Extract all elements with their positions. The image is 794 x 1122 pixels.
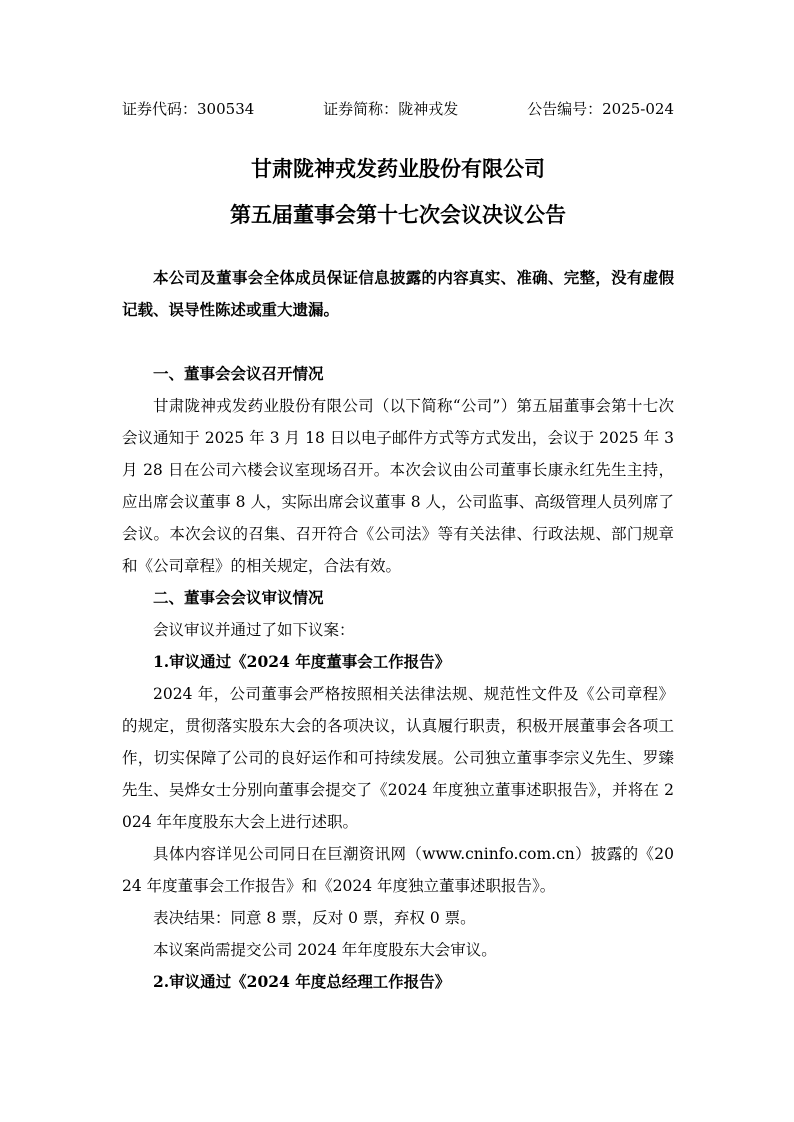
paragraph-item1-vote-result: 表决结果：同意 8 票，反对 0 票，弃权 0 票。: [153, 909, 476, 927]
paragraph-item1-submission: 本议案尚需提交公司 2024 年年度股东大会审议。: [153, 941, 497, 959]
stock-code-value: 300534: [197, 100, 255, 118]
paragraph-meeting-convening: 甘肃陇神戎发药业股份有限公司（以下简称“公司”）第五届董事会第十七次会议通知于 2025 年 3 月 18 日以电子邮件方式等方式发出，会议于 2025 年 3 月 28 日在公司六楼会议室现场召开。本次会议由公司董事长康永红先生主持，应出席会议董事 8 人，实际出席会议董事 8 人，公司监事、高级管理人员列席了会议。本次会议的召集、召开符合《公司法》等有关法律、行政法规、部门规章和《公司章程》的相关规定，合法有效。: [122, 397, 674, 575]
company-name-title: 甘肃陇神戎发药业股份有限公司: [251, 156, 545, 181]
announcement-title: 第五届董事会第十七次会议决议公告: [230, 202, 566, 227]
stock-abbr: [323, 98, 458, 120]
disclosure-statement: 本公司及董事会全体成员保证信息披露的内容真实、准确、完整，没有虚假记载、误导性陈述或重大遗漏。: [122, 268, 674, 319]
stock-code: [122, 98, 254, 120]
announcement-number-value: 2025-024: [602, 100, 674, 118]
section-heading-meeting-convening: 一、董事会会议召开情况: [153, 364, 324, 383]
paragraph-item1-disclosure: 具体内容详见公司同日在巨潮资讯网（www.cninfo.com.cn）披露的《2024 年度董事会工作报告》和《2024 年度独立董事述职报告》。: [122, 845, 674, 895]
item-heading-2: 2.审议通过《2024 年度总经理工作报告》: [153, 972, 451, 991]
paragraph-item1-content: 2024 年，公司董事会严格按照相关法律法规、规范性文件及《公司章程》的规定，贯彻落实股东大会的各项决议，认真履行职责，积极开展董事会各项工作，切实保障了公司的良好运作和可持续发展。公司独立董事李宗义先生、罗臻先生、吴烨女士分别向董事会提交了《2024 年度独立董事述职报告》，并将在 2024 年年度股东大会上进行述职。: [122, 685, 674, 831]
document-title: [122, 146, 674, 238]
announcement-number: [527, 98, 674, 120]
stock-abbr-label: 证券简称：: [323, 100, 399, 118]
stock-code-label: 证券代码：: [122, 100, 198, 118]
stock-abbr-value: 陇神戎发: [398, 100, 459, 118]
document-body: [122, 262, 674, 998]
announcement-header: [122, 98, 674, 120]
item-heading-1: 1.审议通过《2024 年度董事会工作报告》: [153, 652, 451, 671]
section-heading-deliberation: 二、董事会会议审议情况: [153, 588, 324, 607]
paragraph-proposals-intro: 会议审议并通过了如下议案：: [153, 621, 355, 639]
announcement-number-label: 公告编号：: [527, 100, 603, 118]
